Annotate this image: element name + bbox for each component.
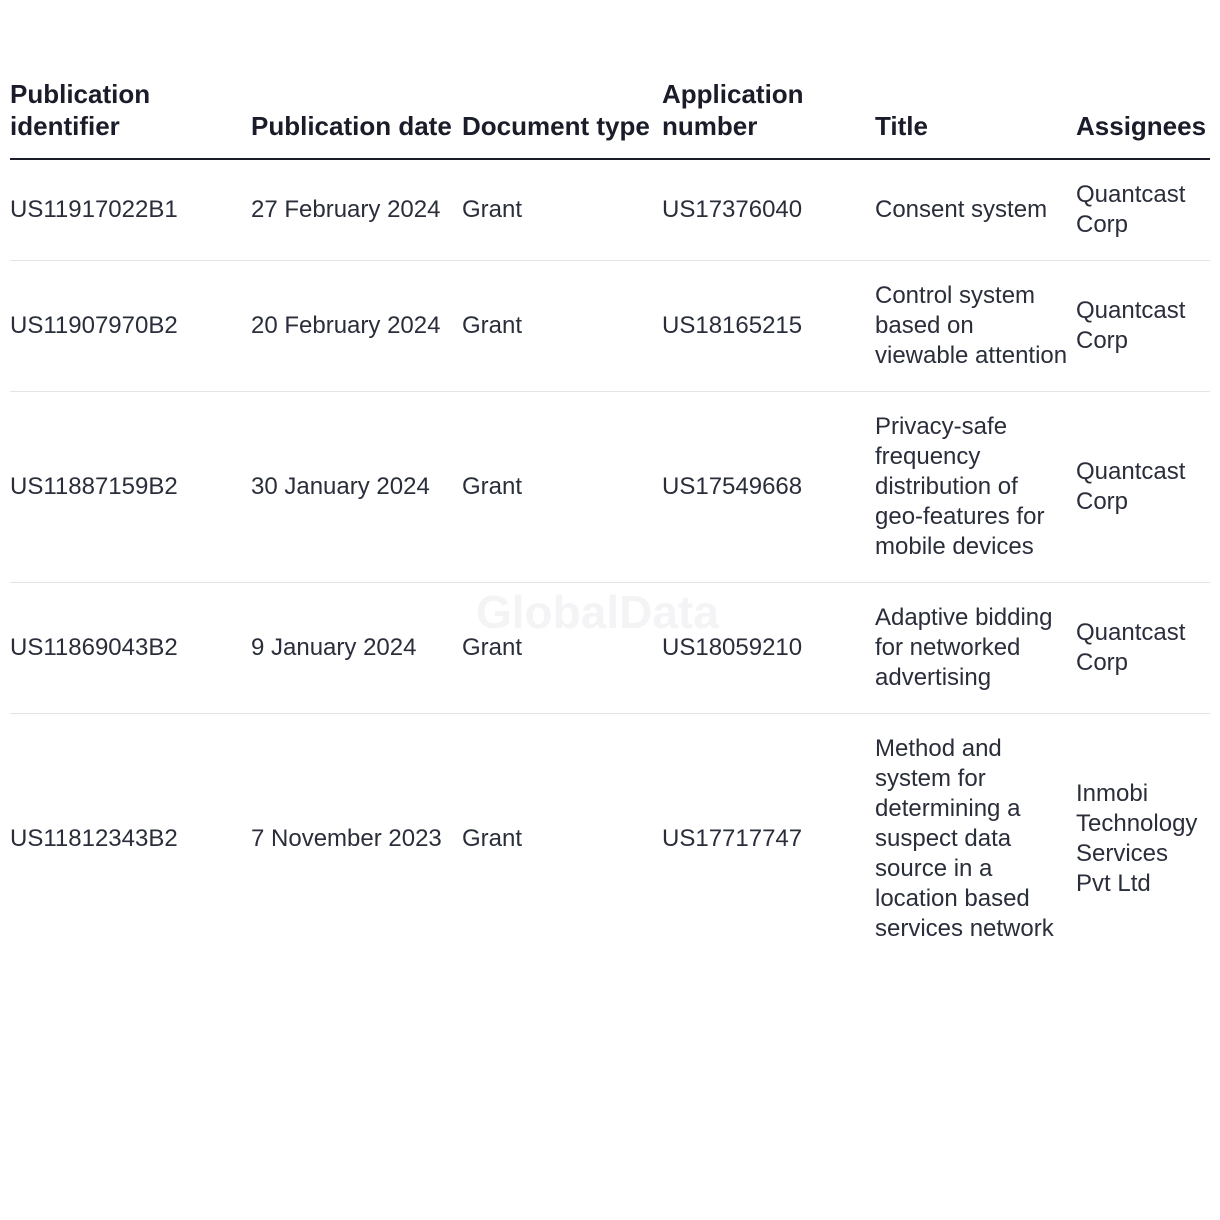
cell-publication-identifier: US11907970B2 [10, 261, 251, 392]
cell-publication-identifier: US11812343B2 [10, 825, 178, 852]
cell-publication-date: 20 February 2024 [251, 261, 462, 392]
cell-publication-date: 30 January 2024 [251, 392, 462, 583]
header-publication-identifier: Publication identifier [10, 78, 251, 159]
patents-table-container [10, 78, 1210, 964]
cell-application-number: US17549668 [662, 392, 875, 583]
cell-application-number: US17376040 [662, 159, 875, 261]
table-body [10, 159, 1210, 964]
cell-publication-date: 27 February 2024 [251, 159, 462, 261]
cell-document-type: Grant [462, 825, 523, 852]
cell-application-number: US18165215 [662, 261, 875, 392]
cell-assignees: Quantcast Corp [1076, 583, 1210, 714]
table-row [10, 392, 1210, 583]
header-application-number: Application number [662, 78, 875, 159]
cell-title: Method and system for determining a suspect data source in a location based services network [875, 735, 1054, 942]
cell-assignees: Quantcast Corp [1076, 392, 1210, 583]
cell-title: Privacy-safe frequency distribution of geo-features for mobile devices [875, 392, 1076, 583]
watermark-logo: GlobalData [476, 586, 719, 638]
cell-title: Control system based on viewable attention [875, 261, 1076, 392]
cell-publication-identifier: US11869043B2 [10, 583, 251, 714]
cell-publication-identifier: US11887159B2 [10, 392, 251, 583]
table-row [10, 261, 1210, 392]
header-publication-date: Publication date [251, 78, 462, 159]
cell-document-type: Grant [462, 261, 662, 392]
table-row [10, 583, 1210, 714]
table-row [10, 714, 1210, 965]
cell-document-type: Grant [462, 392, 662, 583]
table-row [10, 159, 1210, 261]
header-assignees: Assignees [1076, 78, 1210, 159]
header-document-type: Document type [462, 78, 662, 159]
cell-publication-identifier: US11917022B1 [10, 159, 251, 261]
patents-table [10, 78, 1210, 964]
table-header [10, 78, 1210, 159]
cell-application-number: US18059210 [662, 583, 875, 714]
cell-assignees: Quantcast Corp [1076, 261, 1210, 392]
cell-document-type: Grant [462, 159, 662, 261]
cell-assignees: Inmobi Technology Services Pvt Ltd [1076, 780, 1198, 897]
cell-assignees: Quantcast Corp [1076, 159, 1210, 261]
header-title: Title [875, 78, 1076, 159]
cell-document-type: Grant [462, 583, 662, 714]
header-row [10, 78, 1210, 159]
cell-application-number: US17717747 [662, 825, 803, 852]
cell-title: Adaptive bidding for networked advertising [875, 583, 1076, 714]
cell-publication-date: 7 November 2023 [251, 825, 442, 852]
cell-title: Consent system [875, 159, 1076, 261]
cell-publication-date: 9 January 2024 [251, 583, 462, 714]
